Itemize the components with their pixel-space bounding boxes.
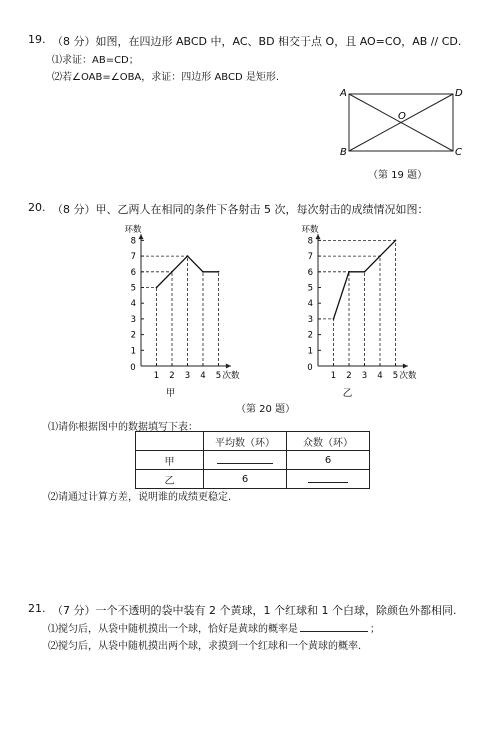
jia-mean-blank[interactable] [204, 451, 287, 470]
q20-part2: ⑵请通过计算方差，说明谁的成绩更稳定. [48, 492, 232, 503]
label-b: B [340, 147, 347, 157]
y-tick-label: 4 [307, 299, 313, 310]
q19-part1: ⑴求证：AB=CD； [52, 55, 139, 66]
x-tick-label: 4 [200, 371, 206, 381]
y-axis-label: 环数 [301, 225, 319, 236]
x-axis-arrow [226, 364, 231, 369]
chart-jia [105, 214, 275, 400]
chart-title: 甲 [165, 388, 176, 399]
q20-number: 20. [28, 201, 46, 214]
data-point [171, 271, 173, 273]
q21-number: 21. [28, 602, 46, 615]
x-tick-label: 2 [346, 371, 352, 381]
y-tick-label: 8 [130, 236, 136, 247]
row-name-jia: 甲 [136, 451, 204, 470]
yi-mode-value [308, 472, 348, 483]
x-tick-label: 4 [377, 371, 383, 381]
y-tick-label: 6 [307, 267, 313, 278]
x-axis-label: 次数 [222, 371, 240, 381]
origin-label: 0 [130, 363, 136, 373]
q20-caption: （第 20 题） [236, 404, 296, 415]
data-point [156, 287, 158, 289]
x-tick-label: 1 [153, 371, 160, 381]
x-tick-label: 1 [330, 371, 337, 381]
table-row [136, 470, 370, 489]
chart-yi [282, 214, 452, 400]
label-d: D [455, 88, 463, 99]
y-tick-label: 6 [130, 267, 136, 278]
data-point [395, 240, 397, 242]
y-tick-label: 7 [307, 252, 313, 263]
label-c: C [455, 147, 462, 157]
jia-mode: 6 [287, 451, 370, 470]
table-header-corner [136, 432, 204, 451]
table-row [136, 451, 370, 470]
label-a: A [340, 88, 347, 99]
x-axis-label: 次数 [399, 371, 417, 381]
label-o: O [398, 111, 406, 122]
data-point [218, 271, 220, 273]
data-point [364, 271, 366, 273]
data-point [348, 271, 350, 273]
q19-part2: ⑵若∠OAB=∠OBA，求证：四边形 ABCD 是矩形. [52, 72, 280, 83]
q21-part1-end: ； [370, 624, 380, 635]
table-header-row [136, 432, 370, 451]
stats-table [135, 431, 370, 489]
q19-stem: （8 分）如图，在四边形 ABCD 中，AC、BD 相交于点 O，且 AO=CO，AB // CD. [52, 35, 462, 48]
jia-mean-value [217, 453, 273, 464]
y-axis-label: 环数 [124, 225, 142, 236]
row-name-yi: 乙 [136, 470, 204, 489]
data-point [202, 271, 204, 273]
table-header-mode: 众数（环） [287, 432, 370, 451]
q19-figure [336, 85, 476, 157]
data-point [379, 255, 381, 257]
x-tick-label: 5 [392, 371, 399, 381]
y-tick-label: 7 [130, 252, 136, 263]
chart-title: 乙 [342, 388, 353, 399]
yi-mean: 6 [204, 470, 287, 489]
origin-label: 0 [307, 363, 313, 373]
q21-part1 [48, 620, 380, 635]
y-tick-label: 2 [307, 330, 313, 341]
yi-mode-blank[interactable] [287, 470, 370, 489]
y-tick-label: 5 [307, 283, 313, 294]
y-tick-label: 1 [130, 346, 136, 357]
y-tick-label: 3 [307, 314, 313, 325]
y-tick-label: 3 [130, 314, 136, 325]
table-header-mean: 平均数（环） [204, 432, 287, 451]
q20-part1: ⑴请你根据图中的数据填写下表： [48, 422, 198, 433]
q19-number: 19. [28, 33, 46, 46]
q21-part2: ⑵搅匀后，从袋中随机摸出两个球，求摸到一个红球和一个黄球的概率. [48, 641, 362, 652]
y-tick-label: 4 [130, 299, 136, 310]
data-point [333, 318, 335, 320]
data-point [187, 255, 189, 257]
x-tick-label: 5 [215, 371, 222, 381]
y-tick-label: 2 [130, 330, 136, 341]
y-tick-label: 5 [130, 283, 136, 294]
q21-stem: （7 分）一个不透明的袋中装有 2 个黄球，1 个红球和 1 个白球，除颜色外都相同. [52, 604, 457, 617]
q21-part1-text: ⑴搅匀后，从袋中随机摸出一个球，恰好是黄球的概率是 [48, 624, 298, 635]
x-tick-label: 2 [169, 371, 175, 381]
y-tick-label: 8 [307, 236, 313, 247]
x-axis-arrow [403, 364, 408, 369]
q20-stem: （8 分）甲、乙两人在相同的条件下各射击 5 次，每次射击的成绩情况如图： [52, 203, 429, 216]
q21-answer-blank[interactable] [300, 621, 368, 632]
q19-caption: （第 19 题） [368, 170, 428, 181]
y-tick-label: 1 [307, 346, 313, 357]
x-tick-label: 3 [184, 371, 191, 381]
x-tick-label: 3 [361, 371, 368, 381]
